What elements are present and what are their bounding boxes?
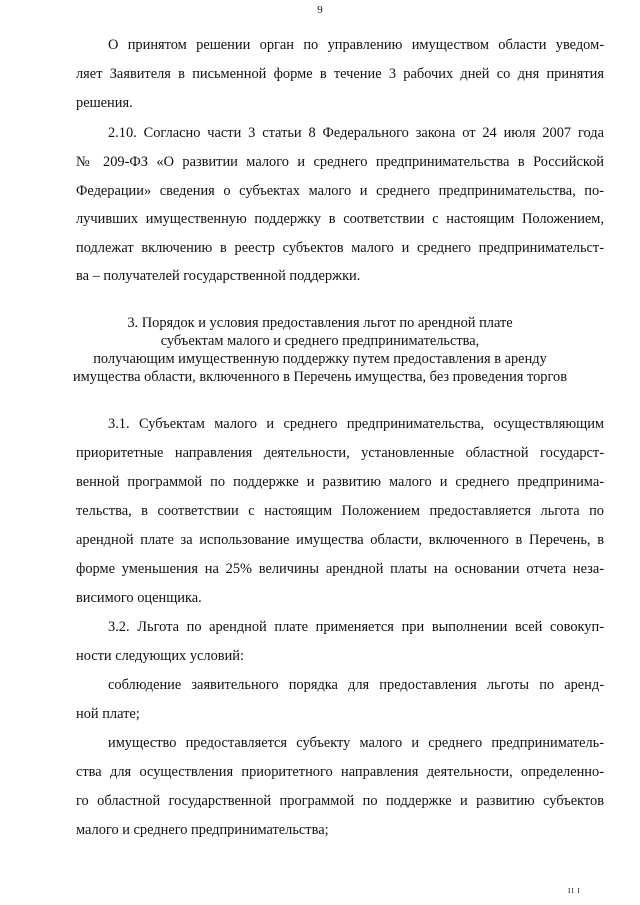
paragraph-line: решения. bbox=[76, 95, 133, 111]
paragraph-line: ляет Заявителя в письменной форме в течение 3 рабочих дней со дня принятия bbox=[76, 66, 604, 82]
paragraph-line: О принятом решении орган по управлению имуществом области уведом- bbox=[108, 37, 604, 53]
paragraph-line: подлежат включению в реестр субъектов малого и среднего предпринимательст- bbox=[76, 240, 604, 256]
paragraph-line: ности следующих условий: bbox=[76, 648, 244, 664]
footer-mark: II I bbox=[568, 887, 581, 895]
section-heading-line: имущества области, включенного в Перечень имущества, без проведения торгов bbox=[72, 369, 568, 385]
paragraph-line: ной плате; bbox=[76, 706, 140, 722]
page-number: 9 bbox=[317, 4, 323, 16]
section-heading-line: субъектам малого и среднего предпринимательства, bbox=[160, 333, 480, 349]
paragraph-line: форме уменьшения на 25% величины арендной платы на основании отчета неза- bbox=[76, 561, 604, 577]
paragraph-line: ва – получателей государственной поддержки. bbox=[76, 268, 361, 284]
paragraph-line: № 209-ФЗ «О развитии малого и среднего предпринимательства в Российской bbox=[76, 154, 604, 170]
paragraph-line: приоритетные направления деятельности, установленные областной государст- bbox=[76, 445, 604, 461]
paragraph-line: Федерации» сведения о субъектах малого и среднего предпринимательства, по- bbox=[76, 183, 604, 199]
paragraph-line: лучивших имущественную поддержку в соответствии с настоящим Положением, bbox=[76, 211, 604, 227]
section-heading-line: 3. Порядок и условия предоставления льгот по арендной плате bbox=[127, 315, 513, 331]
paragraph-line: висимого оценщика. bbox=[76, 590, 202, 606]
paragraph-line: 2.10. Согласно части 3 статьи 8 Федерального закона от 24 июля 2007 года bbox=[108, 125, 604, 141]
paragraph-line: соблюдение заявительного порядка для предоставления льготы по аренд- bbox=[108, 677, 604, 693]
paragraph-line: ства для осуществления приоритетного направления деятельности, определенно- bbox=[76, 764, 604, 780]
paragraph-line: имущество предоставляется субъекту малого и среднего предприниматель- bbox=[108, 735, 604, 751]
section-heading-line: получающим имущественную поддержку путем предоставления в аренду bbox=[93, 351, 547, 367]
paragraph-line: арендной плате за использование имущества области, включенного в Перечень, в bbox=[76, 532, 604, 548]
paragraph-line: 3.1. Субъектам малого и среднего предпринимательства, осуществляющим bbox=[108, 416, 604, 432]
paragraph-line: венной программой по поддержке и развитию малого и среднего предпринима- bbox=[76, 474, 604, 490]
paragraph-line: 3.2. Льгота по арендной плате применяется при выполнении всей совокуп- bbox=[108, 619, 604, 635]
paragraph-line: го областной государственной программой по поддержке и развитию субъектов bbox=[76, 793, 604, 809]
paragraph-line: тельства, в соответствии с настоящим Положением предоставляется льгота по bbox=[76, 503, 604, 519]
paragraph-line: малого и среднего предпринимательства; bbox=[76, 822, 329, 838]
